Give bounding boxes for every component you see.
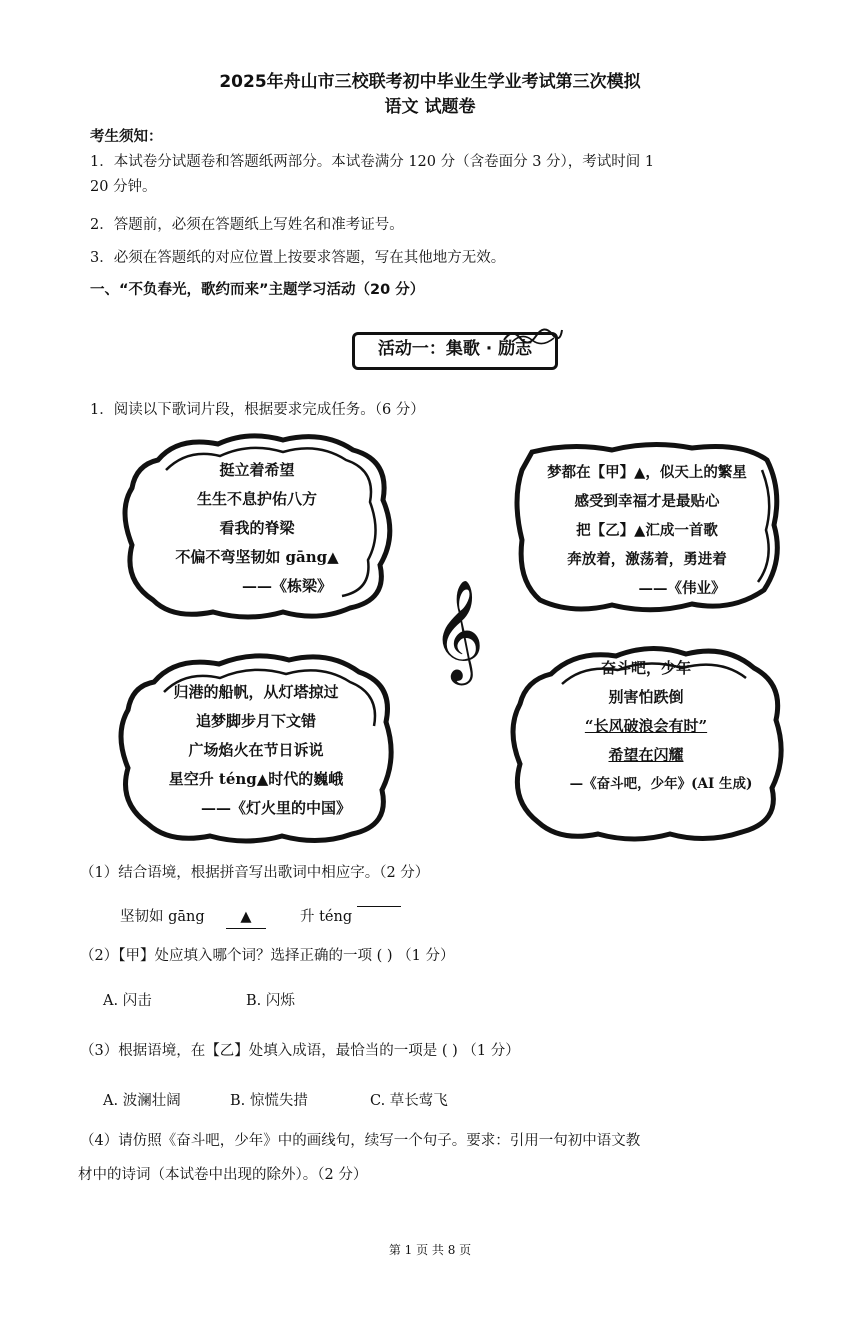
cloud-4-line-1: 奋斗吧，少年 [600,659,691,677]
notice-heading: 考生须知： [90,129,163,145]
cloud-2-line-2: 感受到幸福才是最贴心 [574,493,720,510]
treble-clef-icon: 𝄞 [432,578,485,681]
q1-sub-1: （1）结合语境，根据拼音写出歌词中相应字。（2 分） [80,865,430,881]
cloud-2-source: ——《伟业》 [638,580,726,597]
activity-banner [352,326,564,374]
cloud-4-source: —《奋斗吧，少年》(AI 生成) [569,776,753,792]
lyric-cloud-3 [114,650,398,845]
sub-1-fill-a-label: 坚韧如 gāng [120,909,205,925]
sub-1-fill-b-blank[interactable] [357,906,401,907]
cloud-4-line-2: 别害怕跌倒 [608,688,684,706]
cloud-2-line-3: 把【乙】▲汇成一首歌 [576,522,718,539]
lyric-cloud-1 [118,430,396,620]
q1-intro: 1．阅读以下歌词片段，根据要求完成任务。（6 分） [90,402,425,418]
activity-label: 活动一：集歌 · 励志 [377,339,533,359]
q1-sub-3: （3）根据语境，在【乙】处填入成语，最恰当的一项是 ( ) （1 分） [80,1043,520,1059]
sub-3-option-b[interactable]: B. 惊慌失措 [230,1093,308,1109]
notice-item-3: 3．必须在答题纸的对应位置上按要求答题，写在其他地方无效。 [90,250,506,266]
notice-item-1b: 20 分钟。 [90,179,157,195]
section-1-title: 一、“不负春光，歌约而来”主题学习活动（20 分） [90,282,425,298]
q1-sub-2: （2）【甲】处应填入哪个词？选择正确的一项 ( ) （1 分） [80,948,455,964]
cloud-3-source: ——《灯火里的中国》 [200,799,351,817]
q1-sub-4-line-1: （4）请仿照《奋斗吧，少年》中的画线句，续写一个句子。要求：引用一句初中语文教 [80,1133,641,1149]
notice-item-2: 2．答题前，必须在答题纸上写姓名和准考证号。 [90,217,404,233]
lyric-cloud-4 [506,640,786,845]
cloud-2-line-4: 奔放着，激荡着，勇进着 [567,551,727,568]
cloud-1-source: ——《栋梁》 [241,577,332,595]
notice-item-1a: 1．本试卷分试题卷和答题纸两部分。本试卷满分 120 分（含卷面分 3 分），考试时间 1 [90,154,655,170]
cloud-1-line-3: 看我的脊梁 [219,519,295,537]
cloud-3-line-1: 归港的船帆，从灯塔掠过 [173,683,339,701]
sub-1-fill-a-blank[interactable]: ▲ [226,906,266,929]
sub-2-option-a[interactable]: A. 闪击 [103,993,152,1009]
cloud-1-line-2: 生生不息护佑八方 [196,490,317,508]
page-number: 第 1 页 共 8 页 [388,1243,472,1257]
cloud-1-line-1: 挺立着希望 [219,461,295,479]
cloud-4-line-4-underlined: 希望在闪耀 [608,746,684,764]
page-title: 2025年舟山市三校联考初中毕业生学业考试第三次模拟 [219,72,641,92]
lyric-cloud-2 [512,440,782,615]
page-subtitle: 语文 试题卷 [384,97,476,117]
cloud-3-line-3: 广场焰火在节日诉说 [188,741,324,759]
sub-1-fill-b-label: 升 téng [300,909,353,925]
cloud-2-line-1: 梦都在【甲】▲，似天上的繁星 [547,464,747,481]
cloud-1-line-4: 不偏不弯坚韧如 gāng▲ [175,548,339,566]
sub-2-option-b[interactable]: B. 闪烁 [246,993,295,1009]
cloud-3-line-2: 追梦脚步月下文错 [195,712,316,730]
sub-3-option-c[interactable]: C. 草长莺飞 [370,1093,448,1109]
cloud-4-line-3-underlined: “长风破浪会有时” [584,717,708,735]
sub-3-option-a[interactable]: A. 波澜壮阔 [103,1093,181,1109]
cloud-3-line-4: 星空升 téng▲时代的巍峨 [168,770,344,788]
q1-sub-4-line-2: 材中的诗词（本试卷中出现的除外）。（2 分） [78,1167,368,1183]
